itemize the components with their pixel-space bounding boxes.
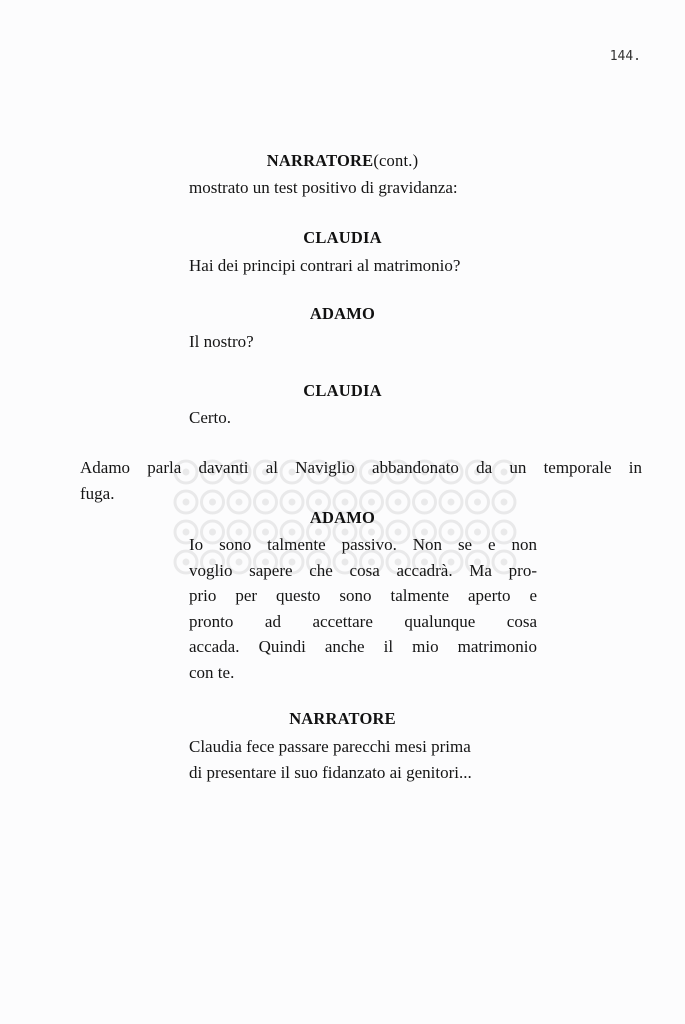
dialogue-line: Il nostro? [189,332,254,351]
dialogue-line: Io sono talmente passivo. Non se e non [189,535,537,554]
character-name: NARRATORE [266,151,374,170]
action-line: Adamo parla davanti al Naviglio abbandonato da un temporale in [80,458,642,477]
dialogue-line: voglio sapere che cosa accadrà. Ma pro- [189,560,537,580]
dialogue-line: Claudia fece passare parecchi mesi prima [189,737,471,756]
dialogue-line: accada. Quindi anche il mio matrimonio [189,637,537,656]
character-name-adamo: ADAMO [309,304,376,323]
dialogue-narratore [189,175,537,201]
character-name-narratore [0,151,685,171]
character-name-narratore: NARRATORE [289,709,396,728]
action-line: fuga. [80,483,115,503]
character-name-adamo: ADAMO [309,508,376,527]
page-number: 144. [609,49,641,64]
dialogue-line: prio per questo sono talmente aperto e [189,586,537,605]
dialogue-adamo [189,532,537,685]
dialogue-line: mostrato un test positivo di gravidanza: [189,178,458,197]
character-name-claudia: CLAUDIA [303,381,382,400]
dialogue-adamo [189,329,537,355]
action-description [80,455,642,506]
character-extension: (cont.) [373,151,419,170]
dialogue-line: Certo. [189,408,232,427]
dialogue-narratore [189,734,537,785]
dialogue-line: con te. [189,662,235,682]
dialogue-claudia [189,405,537,431]
character-name-claudia: CLAUDIA [303,228,382,247]
dialogue-claudia [189,253,537,279]
dialogue-line: Hai dei principi contrari al matrimonio? [189,256,461,275]
dialogue-line: di presentare il suo fidanzato ai genitori... [189,762,472,782]
dialogue-line: pronto ad accettare qualunque cosa [189,611,537,631]
